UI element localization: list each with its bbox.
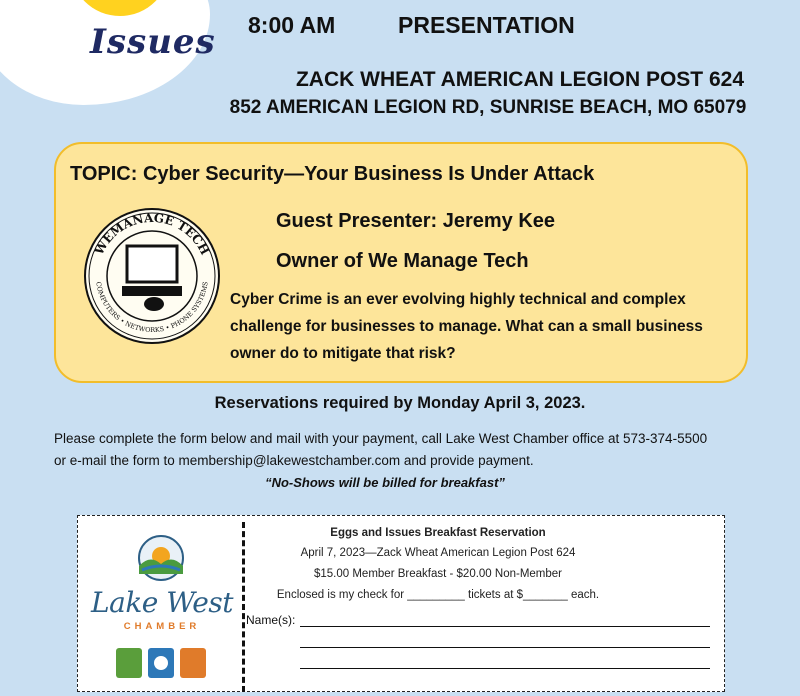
chamber-subtitle: CHAMBER	[123, 621, 201, 632]
description-line: challenge for businesses to manage. What can a small business	[230, 318, 703, 335]
name-entry-line[interactable]	[300, 626, 710, 627]
logo-ring-top: WEMANAGE TECH	[91, 210, 213, 258]
logo-ring-bottom: COMPUTERS • NETWORKS • PHONE SYSTEMS	[94, 281, 210, 335]
guest-presenter: Guest Presenter: Jeremy Kee	[276, 210, 556, 232]
topic-title: TOPIC: Cyber Security—Your Business Is Under Attack	[70, 163, 595, 185]
reservation-deadline: Reservations required by Monday April 3, 2023.	[214, 394, 586, 412]
description-line: Cyber Crime is an ever evolving highly technical and complex	[230, 291, 686, 308]
event-time: 8:00 AM	[248, 12, 336, 38]
reservation-form	[77, 515, 725, 692]
info-line: or e-mail the form to membership@lakewestchamber.com and provide payment.	[54, 453, 534, 468]
presenter-role: Owner of We Manage Tech	[276, 250, 529, 272]
we-manage-tech-logo	[82, 206, 222, 346]
form-check-line: Enclosed is my check for _________ tickets at $_______ each.	[276, 589, 600, 601]
no-show-notice: “No-Shows will be billed for breakfast”	[265, 475, 505, 490]
venue-address: 852 AMERICAN LEGION RD, SUNRISE BEACH, MO 65079	[229, 97, 747, 118]
name-entry-line[interactable]	[300, 668, 710, 669]
issues-title: Issues	[90, 22, 216, 62]
mouse-icon	[144, 297, 164, 311]
reservation-info	[54, 428, 784, 472]
event-type: PRESENTATION	[398, 12, 575, 38]
info-line: Please complete the form below and mail with your payment, call Lake West Chamber office at 573-374-5500	[54, 431, 708, 446]
name-entry-line[interactable]	[300, 647, 710, 648]
monitor-icon	[127, 246, 177, 282]
topic-description	[230, 286, 730, 367]
form-title: Eggs and Issues Breakfast Reservation	[330, 527, 546, 539]
form-date-line: April 7, 2023—Zack Wheat American Legion Post 624	[300, 547, 576, 559]
description-line: owner do to mitigate that risk?	[230, 345, 456, 362]
boat-icon	[180, 648, 206, 678]
keyboard-icon	[122, 286, 182, 296]
venue-name: ZACK WHEAT AMERICAN LEGION POST 624	[295, 68, 745, 91]
form-price-line: $15.00 Member Breakfast - $20.00 Non-Member	[313, 568, 562, 580]
names-label: Name(s):	[246, 613, 296, 627]
chamber-name: Lake West	[91, 586, 233, 619]
golf-icon	[116, 648, 142, 678]
